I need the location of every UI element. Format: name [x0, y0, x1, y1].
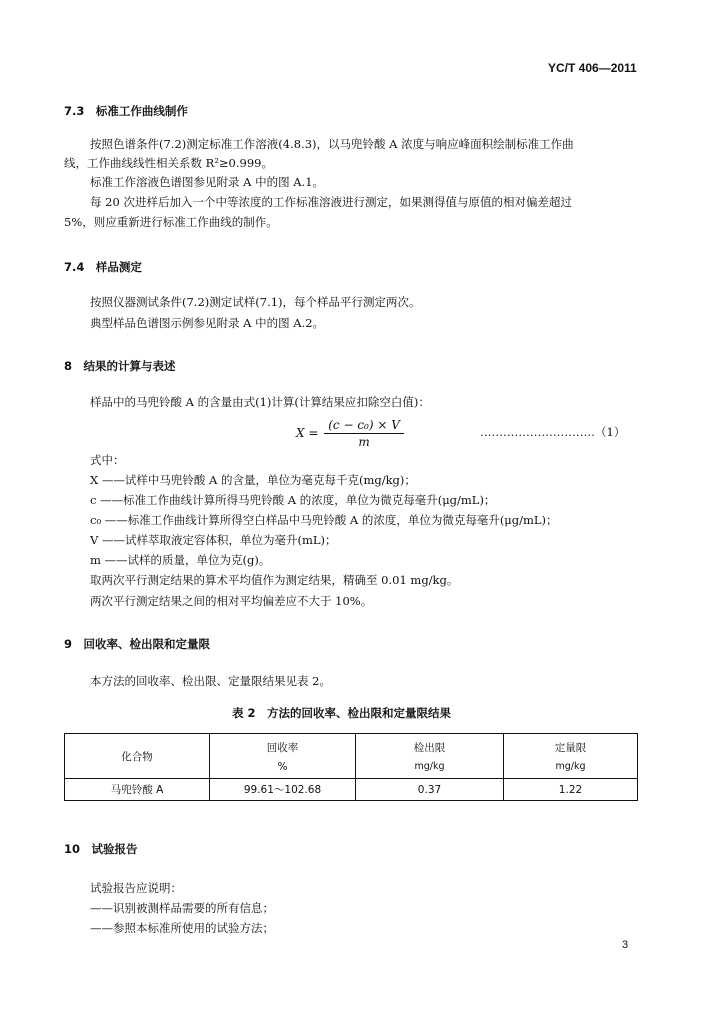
- formula-denominator: m: [358, 435, 370, 449]
- section-10-heading: 10 试验报告: [64, 842, 138, 856]
- results-table: [64, 733, 638, 801]
- header-lod: [356, 734, 504, 779]
- definition-c: c ——标准工作曲线计算所得马兜铃酸 A 的浓度，单位为微克每毫升(μg/mL)；: [90, 493, 496, 507]
- section-9-paragraph: 本方法的回收率、检出限、定量限结果见表 2。: [90, 674, 331, 688]
- section-7-4-heading: 7.4 样品测定: [64, 260, 142, 274]
- header-recovery-unit: %: [277, 760, 288, 773]
- cell-loq: 1.22: [504, 779, 638, 801]
- definition-v: V ——试样萃取液定容体积，单位为毫升(mL)；: [90, 533, 337, 547]
- table-2-caption: 表 2 方法的回收率、检出限和定量限结果: [232, 706, 452, 720]
- result-deviation-rule: 两次平行测定结果之间的相对平均偏差应不大于 10%。: [90, 594, 373, 608]
- definition-x: X ——试样中马兜铃酸 A 的含量，单位为毫克每千克(mg/kg)；: [90, 473, 416, 487]
- section-7-3-paragraph-1b: 线，工作曲线线性相关系数 R²≥0.999。: [64, 156, 273, 170]
- header-loq-label: 定量限: [554, 742, 587, 754]
- header-lod-unit: mg/kg: [414, 761, 445, 772]
- header-compound: 化合物: [65, 734, 210, 779]
- section-7-3-paragraph-3b: 5%，则应重新进行标准工作曲线的制作。: [64, 215, 278, 229]
- formula-1: [296, 418, 404, 449]
- section-7-3-paragraph-1a: 按照色谱条件(7.2)测定标准工作溶液(4.8.3)，以马兜铃酸 A 浓度与响应峰面积绘制标准工作曲: [90, 137, 574, 151]
- header-recovery: [210, 734, 356, 779]
- table-header-row: [65, 734, 638, 779]
- section-9-heading: 9 回收率、检出限和定量限: [64, 637, 211, 651]
- document-code: YC/T 406—2011: [548, 61, 637, 75]
- section-8-heading: 8 结果的计算与表述: [64, 359, 176, 373]
- cell-recovery: 99.61～102.68: [210, 779, 356, 801]
- table-row: [65, 779, 638, 801]
- cell-lod: 0.37: [356, 779, 504, 801]
- header-loq: [504, 734, 638, 779]
- page-number: 3: [622, 939, 629, 951]
- equation-number: …………………………（1）: [480, 425, 626, 439]
- where-label: 式中：: [90, 453, 125, 467]
- section-7-3-heading: 7.3 标准工作曲线制作: [64, 104, 188, 118]
- formula-numerator: (c − c₀) × V: [324, 418, 404, 434]
- report-item-1: ——识别被测样品需要的所有信息；: [90, 901, 274, 915]
- formula-fraction: [324, 418, 404, 449]
- cell-compound: 马兜铃酸 A: [65, 779, 210, 801]
- section-8-intro: 样品中的马兜铃酸 A 的含量由式(1)计算(计算结果应扣除空白值)：: [90, 395, 430, 409]
- section-10-paragraph: 试验报告应说明：: [90, 881, 182, 895]
- header-loq-unit: mg/kg: [555, 761, 586, 772]
- section-7-4-paragraph-1: 按照仪器测试条件(7.2)测定试样(7.1)，每个样品平行测定两次。: [90, 295, 421, 309]
- header-lod-label: 检出限: [413, 742, 446, 754]
- section-7-4-paragraph-2: 典型样品色谱图示例参见附录 A 中的图 A.2。: [90, 316, 325, 330]
- result-average-rule: 取两次平行测定结果的算术平均值作为测定结果，精确至 0.01 mg/kg。: [90, 573, 459, 587]
- section-7-3-paragraph-2: 标准工作溶液色谱图参见附录 A 中的图 A.1。: [90, 175, 325, 189]
- section-7-3-paragraph-3a: 每 20 次进样后加入一个中等浓度的工作标准溶液进行测定，如果测得值与原值的相对偏差超过: [90, 195, 572, 209]
- report-item-2: ——参照本标准所使用的试验方法；: [90, 921, 274, 935]
- definition-c0: c₀ ——标准工作曲线计算所得空白样品中马兜铃酸 A 的浓度，单位为微克每毫升(μg/mL)；: [90, 513, 558, 527]
- header-recovery-label: 回收率: [266, 741, 299, 754]
- definition-m: m ——试样的质量，单位为克(g)。: [90, 553, 271, 567]
- formula-lhs: X =: [296, 426, 319, 440]
